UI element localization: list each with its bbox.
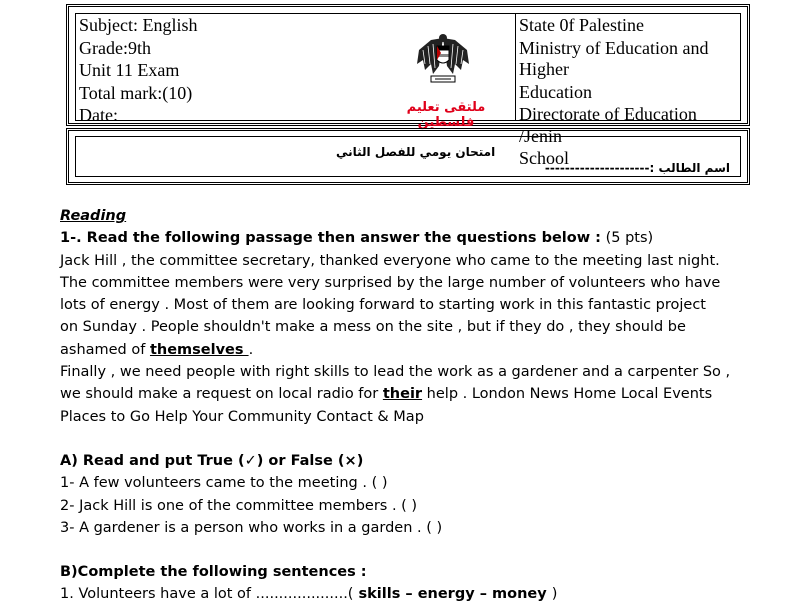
underlined-word-themselves: themselves (149, 341, 249, 358)
passage-line: lots of energy . Most of them are looking forward to starting work in this fantastic project (60, 297, 706, 314)
emblem-cell (377, 13, 515, 130)
passage-text: help . London News Home Local Events (422, 386, 713, 403)
part-a-title: A) Read and put True (✓) or False (×) (60, 452, 364, 469)
directorate-line: Directorate of Education /Jenin (519, 104, 697, 146)
total-mark-line: Total mark:(10) (79, 82, 193, 103)
underlined-word-their: their (382, 386, 423, 403)
state-line: State 0f Palestine (519, 15, 644, 35)
complete-item-close: ) (551, 586, 558, 603)
question-1 (60, 227, 780, 249)
true-false-item[interactable]: 3- A gardener is a person who works in a garden . ( ) (60, 519, 443, 536)
education-line: Education (519, 81, 592, 102)
unit-line: Unit 11 Exam (79, 60, 180, 80)
date-line: Date: (79, 105, 118, 125)
palestine-eagle-emblem-icon (413, 30, 473, 86)
grade-line: Grade:9th (79, 37, 151, 58)
passage-line: on Sunday . People shouldn't make a mess on the site , but if they do , they should be (60, 319, 686, 336)
passage-line (60, 339, 780, 361)
complete-item[interactable] (60, 583, 780, 605)
true-false-item[interactable]: 1- A few volunteers came to the meeting . ( ) (60, 475, 388, 492)
passage-text: we should make a request on local radio for (60, 386, 383, 403)
part-b-title: B)Complete the following sentences : (60, 564, 367, 581)
complete-item-text: 1. Volunteers have a lot of ....................( (60, 586, 354, 603)
passage-line (60, 383, 780, 405)
ministry-line: Ministry of Education and Higher (519, 37, 709, 79)
passage-text: . (248, 341, 254, 358)
question-1-text: 1-. Read the following passage then answer the questions below : (60, 230, 601, 247)
passage-line: Jack Hill , the committee secretary, thanked everyone who came to the meeting last night. (60, 252, 720, 269)
student-box-inner (75, 136, 741, 177)
passage-line: Places to Go Help Your Community Contact & Map (60, 408, 424, 425)
exam-title: امتحان يومي للفصل الثاني (336, 145, 496, 159)
passage-line: The committee members were very surprised by the large number of volunteers who have (60, 274, 721, 291)
forum-name: ملتقى تعليم فلسطين (406, 100, 486, 130)
complete-item-options: skills – energy – money (353, 586, 552, 603)
passage-line: Finally , we need people with right skills to lead the work as a gardener and a carpenter So , (60, 364, 731, 381)
student-box (66, 128, 750, 185)
exam-info-cell (75, 13, 377, 125)
student-name-field[interactable]: اسم الطالب :--------------------- (544, 161, 730, 175)
exam-content (60, 205, 780, 606)
true-false-item[interactable]: 2- Jack Hill is one of the committee members . ( ) (60, 497, 418, 514)
passage-text: ashamed of (60, 341, 150, 358)
subject-line: Subject: English (79, 15, 198, 35)
question-1-points: (5 pts) (600, 230, 654, 247)
reading-heading: Reading (60, 208, 127, 224)
school-line: School (519, 148, 570, 168)
